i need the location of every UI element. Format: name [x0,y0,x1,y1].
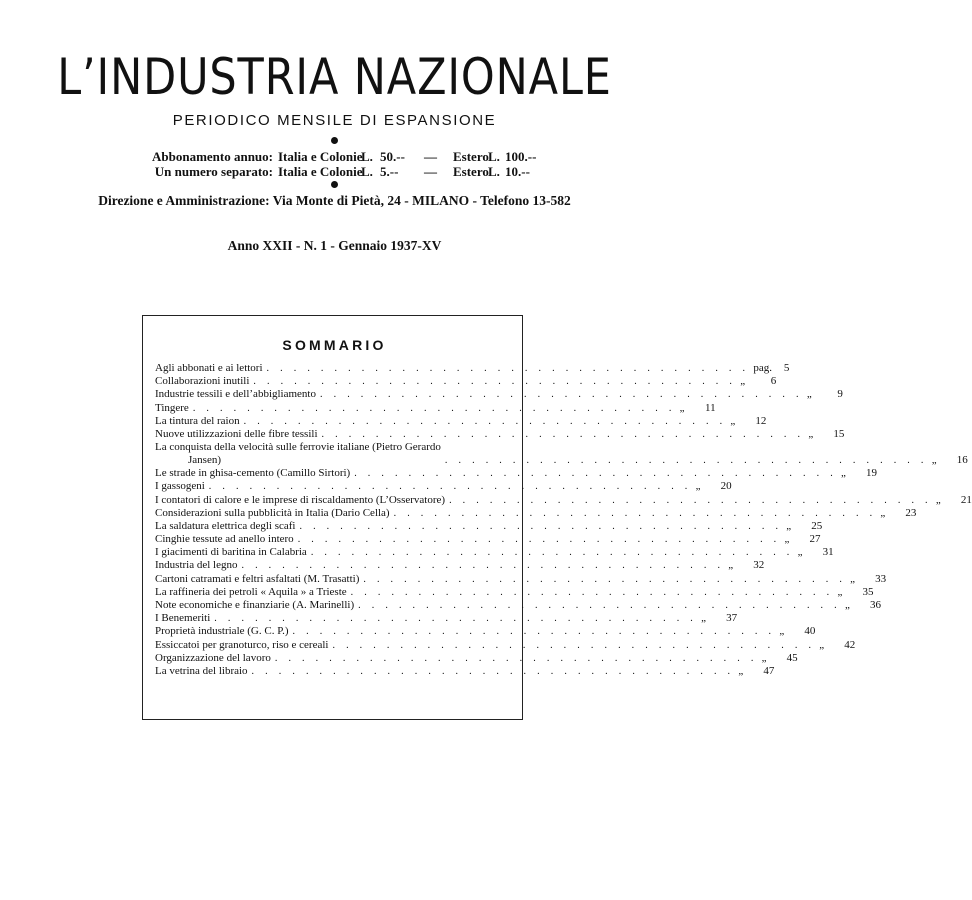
toc-leader-dots: . . . . . . . . . . . . . . . . . . . . . . . . . . . . . . . . . . . . [321,428,805,440]
subscription-label: Abbonamento annuo: [151,149,273,164]
toc-leader-dots: . . . . . . . . . . . . . . . . . . . . . . . . . . . . . . . . . . . . [393,507,877,519]
toc-page-mark: „ [761,651,767,664]
toc-entry-title [155,441,445,467]
toc-entry-title: Essiccatoi per granoturco, riso e cereali [155,638,329,651]
toc-entry [155,612,738,625]
toc-leader-dots: . . . . . . . . . . . . . . . . . . . . . . . . . . . . . . . . . . . . [449,494,932,506]
toc-page-mark: „ [841,467,846,480]
toc-page-mark: „ [784,533,790,546]
masthead-title: L’INDUSTRIA NAZIONALE [57,48,612,106]
toc-entry [155,401,716,415]
toc-entry-title: La vetrina del libraio [155,664,248,677]
subscription-currency: L. [488,149,500,164]
toc-leader-dots: . . . . . . . . . . . . . . . . . . . . . . . . . . . . . . . . . . . . [241,560,725,572]
toc-page-number: 40 [804,625,816,638]
toc-leader-dots: . . . . . . . . . . . . . . . . . . . . . . . . . . . . . . . . . . . . [214,613,698,625]
toc-page-mark: „ [837,585,843,598]
toc-leader-dots: . . . . . . . . . . . . . . . . . . . . . . . . . . . . . . . . . . . . [320,389,803,401]
subscription-dash: — [424,149,437,164]
subscription-amount-abroad: 100.-- [505,149,537,164]
toc-leader-dots: . . . . . . . . . . . . . . . . . . . . . . . . . . . . . . . . . . . . [350,586,834,598]
toc-page-mark: „ [701,612,706,625]
toc-leader-dots: . . . . . . . . . . . . . . . . . . . . . . . . . . . . . . . . . . . . [251,665,735,677]
toc-entry [155,638,856,652]
toc-entry-title: Tingere [155,401,189,414]
toc-page-mark: „ [679,401,685,414]
toc-entry [155,533,821,546]
toc-entry-title: I Benemeriti [155,612,211,625]
toc-leader-dots: . . . . . . . . . . . . . . . . . . . . . . . . . . . . . . . . . . . . [243,415,727,427]
toc-page-number: 19 [866,467,878,480]
toc-page-number: 33 [875,572,887,585]
toc-page-number: 31 [822,546,834,559]
toc-leader-dots: . . . . . . . . . . . . . . . . . . . . . . . . . . . . . . . . . . . . [310,547,794,559]
toc-leader-dots: . . . . . . . . . . . . . . . . . . . . . . . . . . . . . . . . . . . . [332,639,816,651]
toc-page-number: 27 [809,533,821,546]
toc-page-mark: „ [935,493,941,506]
toc-page-mark: „ [738,664,744,677]
toc-leader-dots: . . . . . . . . . . . . . . . . . . . . . . . . . . . . . . . . . . . . [297,534,781,546]
toc-entry-title: Cartoni catramati e feltri asfaltati (M. Trasatti) [155,572,360,585]
subscription-single [0,164,669,179]
subscription-dash: — [424,164,437,179]
toc-entry-title: Industrie tessili e dell’abbigliamento [155,388,316,401]
direction-address: Direzione e Amministrazione: Via Monte di Pietà, 24 - MILANO - Telefono 13-582 [98,193,571,208]
toc-entry [155,375,777,388]
toc-entry [155,651,798,665]
toc-page-number: 23 [905,506,917,519]
contents-list [155,362,972,678]
toc-page-mark: „ [797,546,803,559]
toc-leader-dots: . . . . . . . . . . . . . . . . . . . . . . . . . . . . . . . . . . . . [274,652,758,664]
toc-entry-title: Considerazioni sulla pubblicità in Italia (Dario Cella) [155,506,390,519]
toc-page-mark: „ [880,506,886,519]
toc-page-mark: „ [740,375,746,388]
toc-page-mark: „ [786,519,792,532]
toc-entry-title: La raffineria dei petroli « Aquila » a Trieste [155,585,347,598]
subscription-amount-abroad: 10.-- [505,164,530,179]
subscription-block [0,149,669,179]
toc-entry [155,546,834,559]
toc-leader-dots: . . . . . . . . . . . . . . . . . . . . . . . . . . . . . . . . . . . . [208,481,692,493]
toc-entry [155,427,845,441]
toc-entry [155,362,790,375]
toc-entry-title: Organizzazione del lavoro [155,651,271,664]
toc-entry [155,625,816,638]
toc-entry-title: Le strade in ghisa-cemento (Camillo Sirtori) [155,467,351,480]
toc-page-number: 47 [763,664,775,677]
toc-page-number: 11 [705,401,716,414]
issue-number: Anno XXII - N. 1 - Gennaio 1937-XV [227,238,442,253]
subscription-currency: L. [488,164,500,179]
toc-entry-title: Industria del legno [155,559,238,572]
toc-page-mark: „ [779,625,785,638]
toc-page-mark: „ [730,414,736,427]
toc-page-number: 35 [862,585,874,598]
toc-page-mark: pag. [753,362,772,374]
toc-leader-dots: . . . . . . . . . . . . . . . . . . . . . . . . . . . . . . . . . . . . [299,520,783,532]
toc-page-number: 12 [755,414,767,427]
toc-page-number: 36 [869,599,881,611]
subscription-currency: L. [361,149,373,164]
toc-leader-dots: . . . . . . . . . . . . . . . . . . . . . . . . . . . . . . . . . . . . [363,573,847,585]
contents-heading: SOMMARIO [282,337,387,353]
toc-entry [155,519,823,533]
subscription-abroad: Estero [453,149,489,164]
toc-entry [155,441,968,467]
toc-entry-title: Proprietà industriale (G. C. P.) [155,625,289,638]
toc-page-number: 16 [956,454,968,467]
subtitle: PERIODICO MENSILE DI ESPANSIONE [172,112,497,129]
toc-entry [155,480,732,493]
toc-page-mark: „ [844,599,850,611]
subscription-currency: L. [361,164,373,179]
toc-page-number: 20 [720,480,732,493]
toc-entry [155,572,887,586]
subscription-amount-italy: 50.-- [380,149,405,164]
toc-leader-dots: . . . . . . . . . . . . . . . . . . . . . . . . . . . . . . . . . . . . [444,455,928,467]
toc-page-mark: „ [931,454,937,467]
toc-page-number: 9 [837,388,843,401]
toc-entry [155,467,878,480]
toc-page-number: 5 [783,362,790,374]
toc-entry [155,585,874,599]
toc-entry-title: Cinghie tessute ad anello intero [155,533,294,546]
toc-entry [155,559,765,572]
toc-page-number: 37 [726,612,738,625]
toc-page-number: 15 [833,427,845,440]
bullet-dot [331,137,338,144]
toc-page-number: 25 [811,519,823,532]
toc-entry-title-line: La conquista della velocità sulle ferrovie italiane (Pietro Gerardo [155,441,441,454]
subscription-label: Un numero separato: [154,164,273,179]
toc-page-mark: „ [728,559,734,572]
toc-leader-dots: . . . . . . . . . . . . . . . . . . . . . . . . . . . . . . . . . . . . [358,600,841,611]
toc-entry-title: Agli abbonati e ai lettori [155,362,263,374]
bullet-dot [331,181,338,188]
toc-page-number: 21 [960,493,972,506]
toc-page-number: 6 [770,375,777,388]
toc-entry [155,414,767,428]
toc-page-mark: „ [808,427,814,440]
toc-page-mark: „ [695,480,701,493]
toc-leader-dots: . . . . . . . . . . . . . . . . . . . . . . . . . . . . . . . . . . . . [354,468,838,480]
toc-entry [155,599,881,612]
toc-entry-title: La saldatura elettrica degli scafi [155,519,296,532]
toc-leader-dots: . . . . . . . . . . . . . . . . . . . . . . . . . . . . . . . . . . . . [192,402,676,414]
toc-leader-dots: . . . . . . . . . . . . . . . . . . . . . . . . . . . . . . . . . . . . [292,626,776,638]
subscription-italy: Italia e Colonie [278,164,363,179]
toc-page-number: 32 [753,559,765,572]
toc-entry-title: La tintura del raion [155,414,240,427]
toc-entry-title-continuation: Jansen) [188,454,221,467]
toc-entry-title: I gassogeni [155,480,205,493]
subscription-annual [0,149,669,164]
toc-leader-dots: . . . . . . . . . . . . . . . . . . . . . . . . . . . . . . . . . . . . [253,376,737,388]
subscription-abroad: Estero [453,164,489,179]
toc-entry-title: I giacimenti di baritina in Calabria [155,546,307,559]
subscription-amount-italy: 5.-- [380,164,399,179]
toc-entry-title: Nuove utilizzazioni delle fibre tessili [155,427,318,440]
toc-page-mark: „ [819,638,825,651]
subscription-italy: Italia e Colonie [278,149,363,164]
toc-entry-title: Note economiche e finanziarie (A. Marinelli) [155,599,355,611]
toc-leader-dots: . . . . . . . . . . . . . . . . . . . . . . . . . . . . . . . . . . . . [266,363,750,374]
toc-entry [155,506,917,520]
toc-entry-title: Collaborazioni inutili [155,375,250,388]
toc-entry [155,493,972,507]
toc-page-mark: „ [806,388,812,401]
toc-page-number: 42 [844,638,856,651]
toc-page-number: 45 [786,651,798,664]
toc-entry [155,664,775,678]
toc-page-mark: „ [850,572,856,585]
toc-entry [155,388,843,401]
toc-entry-title: I contatori di calore e le imprese di riscaldamento (L’Osservatore) [155,493,446,506]
